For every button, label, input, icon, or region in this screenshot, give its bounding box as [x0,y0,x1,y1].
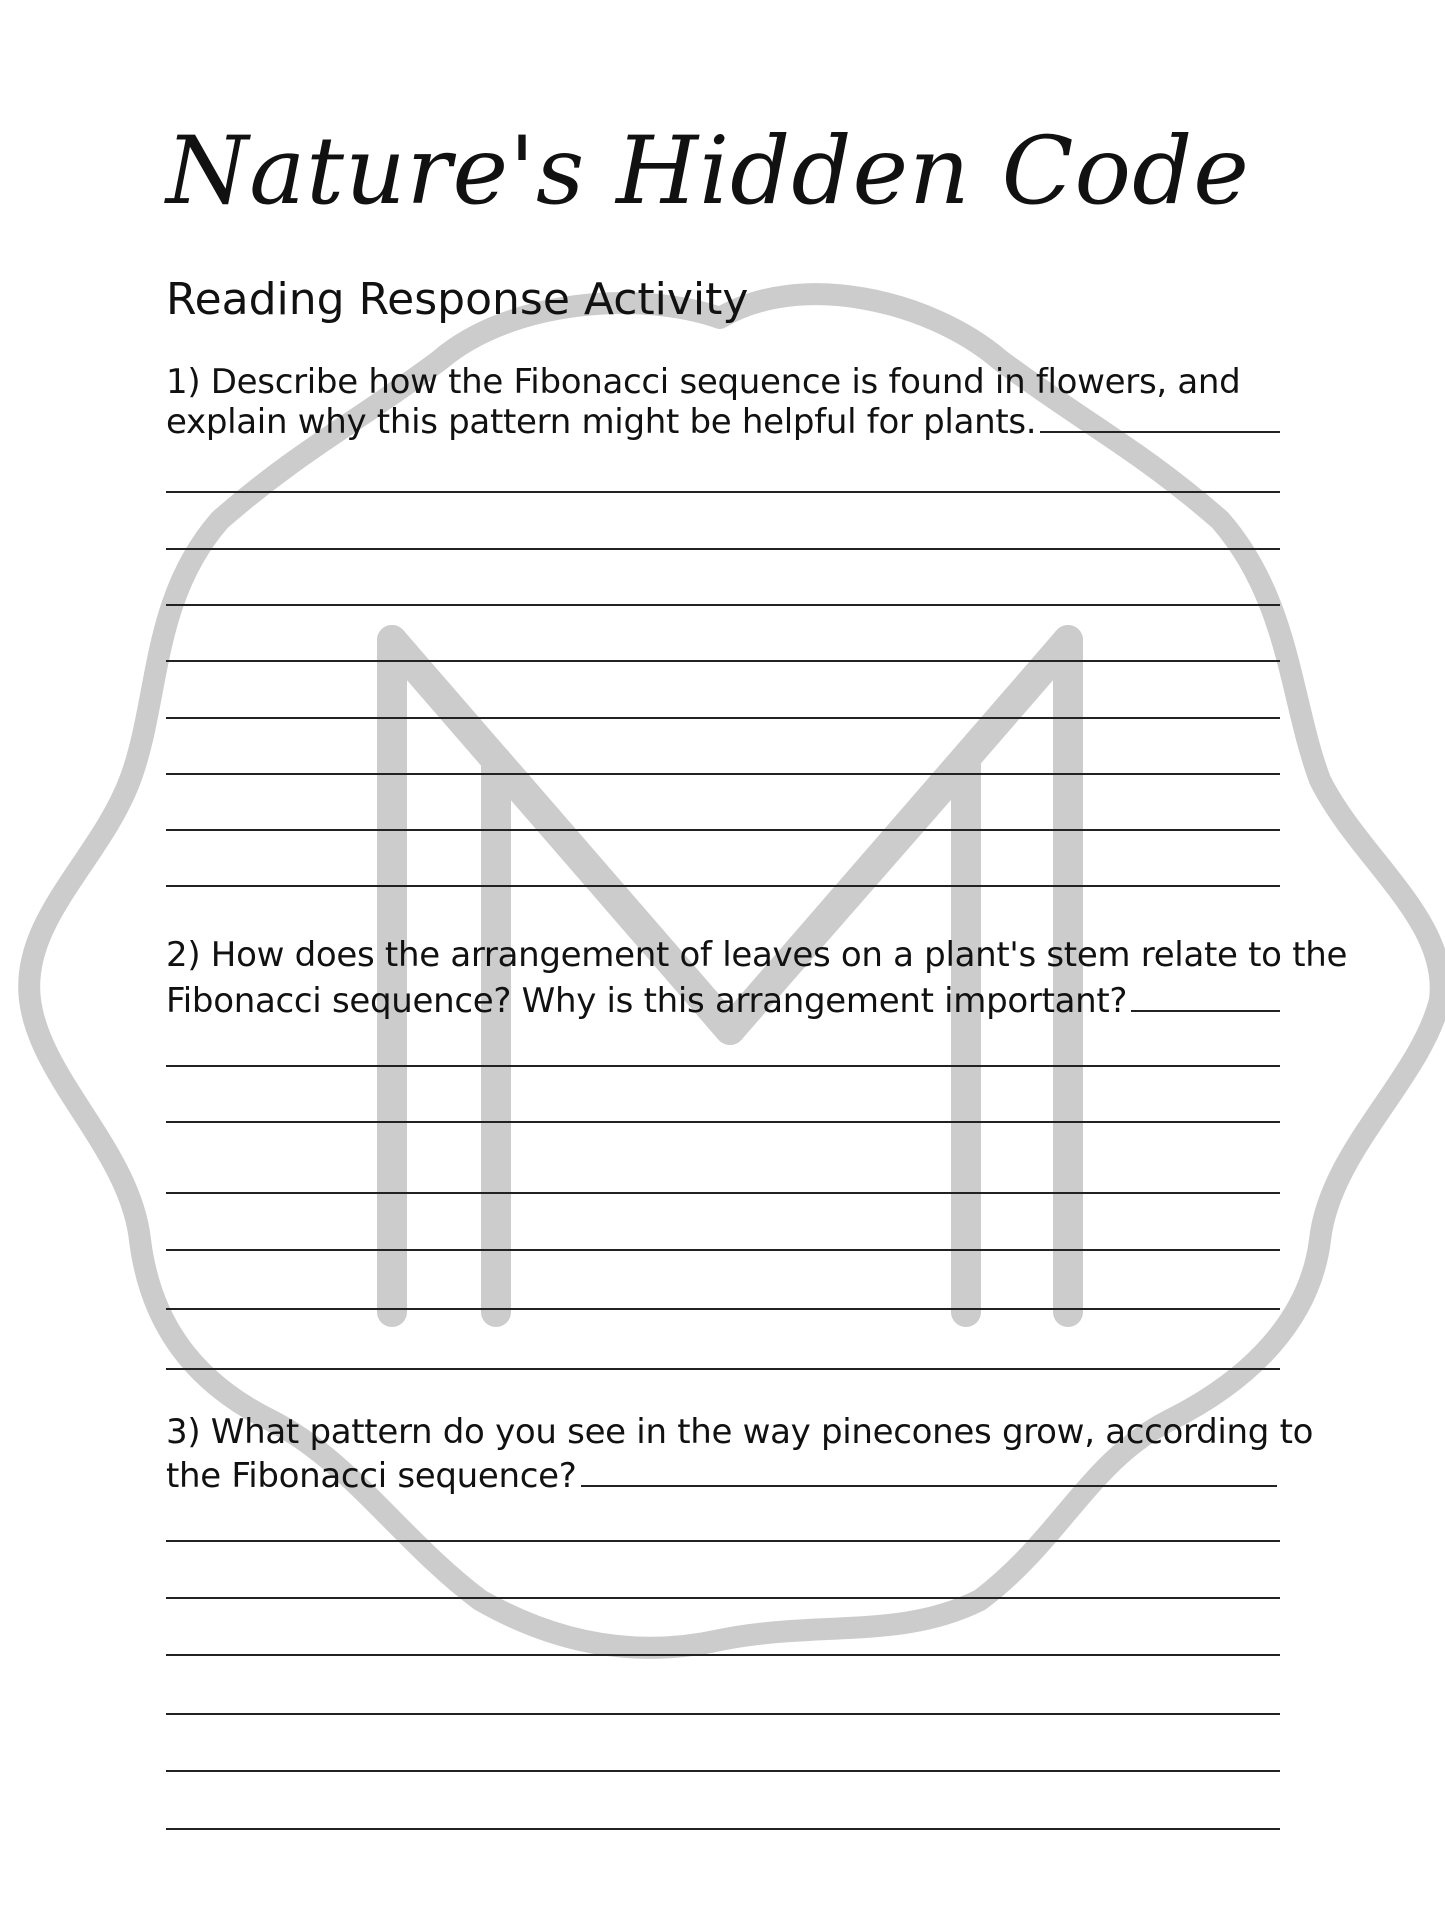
answer-line-inline[interactable] [1040,431,1280,433]
answer-line[interactable] [166,885,1280,887]
question-2-line-2: Fibonacci sequence? Why is this arrangement important? [166,981,1128,1021]
answer-line[interactable] [166,1713,1280,1715]
answer-line[interactable] [166,773,1280,775]
answer-line[interactable] [166,1654,1280,1656]
worksheet-subtitle: Reading Response Activity [166,274,749,325]
answer-line[interactable] [166,717,1280,719]
answer-line[interactable] [166,548,1280,550]
answer-line[interactable] [166,1121,1280,1123]
answer-line[interactable] [166,1597,1280,1599]
answer-line[interactable] [166,491,1280,493]
question-1-line-2: explain why this pattern might be helpful for plants. [166,402,1037,442]
answer-line-inline[interactable] [1131,1010,1280,1012]
worksheet-title: Nature's Hidden Code [166,117,1250,226]
answer-line-inline[interactable] [581,1485,1277,1487]
question-3-line-1: 3) What pattern do you see in the way pinecones grow, according to [166,1412,1314,1452]
question-2-line-1: 2) How does the arrangement of leaves on a plant's stem relate to the [166,935,1348,975]
answer-line[interactable] [166,1249,1280,1251]
question-1-line-1: 1) Describe how the Fibonacci sequence is found in flowers, and [166,362,1241,402]
question-3 [166,1410,1314,1498]
answer-line[interactable] [166,660,1280,662]
question-1 [166,362,1286,442]
answer-line[interactable] [166,1828,1280,1830]
answer-line[interactable] [166,604,1280,606]
answer-line[interactable] [166,1192,1280,1194]
question-2 [166,932,1348,1024]
answer-line[interactable] [166,1368,1280,1370]
answer-line[interactable] [166,1540,1280,1542]
answer-line[interactable] [166,829,1280,831]
answer-line[interactable] [166,1065,1280,1067]
question-3-line-2: the Fibonacci sequence? [166,1456,577,1496]
answer-line[interactable] [166,1770,1280,1772]
answer-line[interactable] [166,1308,1280,1310]
